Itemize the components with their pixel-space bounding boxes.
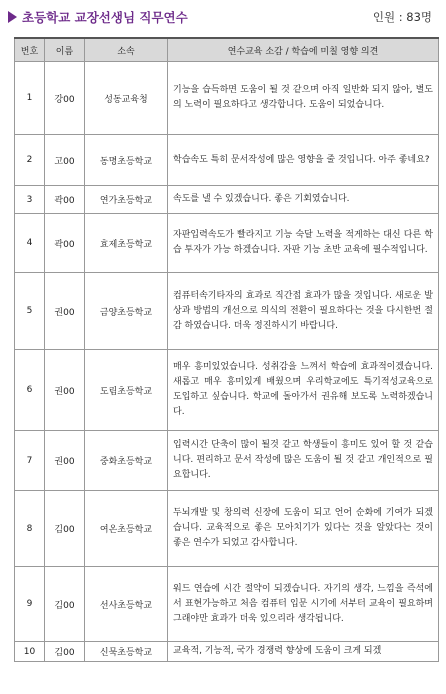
table-row <box>15 642 439 662</box>
table-row <box>15 350 439 431</box>
row-opinion: 입력시간 단축이 많이 될것 같고 학생들이 흥미도 있어 할 것 같습니다. 편리하고 문서 작성에 많은 도움이 될 것 같고 개인적으로 필요합니다. <box>168 431 439 491</box>
row-opinion: 기능을 습득하면 도움이 될 것 같으며 아직 일반화 되지 않아, 별도의 노력이 필요하다고 생각합니다. 도움이 되었습니다. <box>168 62 439 135</box>
row-school: 성동교육청 <box>85 62 168 135</box>
table-header-row <box>15 38 439 62</box>
row-name: 권00 <box>45 431 85 491</box>
row-number: 1 <box>15 62 45 135</box>
feedback-table <box>14 37 439 662</box>
page-title: 초등학교 교장선생님 직무연수 <box>22 10 188 25</box>
row-name: 곽00 <box>45 214 85 273</box>
row-school: 효제초등학교 <box>85 214 168 273</box>
row-opinion: 매우 흥미있었습니다. 성취감을 느껴서 학습에 효과적이겠습니다. 새롭고 매우 흥미있게 배웠으며 우리학교에도 특기적성교육으로 도입하고 싶습니다. 학교에 돌아가서 권유해 보도록 노력하겠습니다. <box>168 350 439 431</box>
row-number: 5 <box>15 273 45 350</box>
row-opinion: 교육적, 기능적, 국가 경쟁력 향상에 도움이 크게 되겠 <box>168 642 439 662</box>
column-header-number: 번호 <box>15 38 45 62</box>
row-opinion: 학습속도 특히 문서작성에 많은 영향을 줄 것입니다. 아주 좋네요? <box>168 135 439 186</box>
row-school: 중화초등학교 <box>85 431 168 491</box>
row-number: 9 <box>15 567 45 642</box>
table-row <box>15 431 439 491</box>
row-name: 권00 <box>45 350 85 431</box>
attendee-count: 인원 : 83명 <box>372 10 432 24</box>
row-number: 10 <box>15 642 45 662</box>
row-name: 권00 <box>45 273 85 350</box>
row-opinion: 속도를 낼 수 있겠습니다. 좋은 기회였습니다. <box>168 186 439 214</box>
row-number: 2 <box>15 135 45 186</box>
table-row <box>15 135 439 186</box>
row-opinion: 두뇌개발 및 창의력 신장에 도움이 되고 언어 순화에 기여가 되겠습니다. 교육적으로 좋은 모아치기가 있다는 것을 알았다는 것이 좋은 연수가 되었고 감사합니다. <box>168 491 439 567</box>
row-number: 3 <box>15 186 45 214</box>
column-header-name: 이름 <box>45 38 85 62</box>
row-opinion: 워드 연습에 시간 절약이 되겠습니다. 자기의 생각, 느낌을 즉석에서 표현가능하고 처음 컴퓨터 입문 시기에 서부터 교육이 필요하며 그래야만 효과가 더욱 있으리라 생각됩니다. <box>168 567 439 642</box>
table-row <box>15 186 439 214</box>
row-number: 8 <box>15 491 45 567</box>
row-opinion: 자판입력속도가 빨라지고 기능 숙달 노력을 적게하는 대신 다른 학습 투자가 가능 하겠습니다. 자판 기능 초반 교육에 필수적입니다. <box>168 214 439 273</box>
row-opinion: 컴퓨터속기타자의 효과로 직간접 효과가 많을 것입니다. 새로운 발상과 방법의 개선으로 의식의 전환이 필요하다는 것을 다시한번 절감 하였습니다. 더욱 정진하시기 바랍니다. <box>168 273 439 350</box>
row-name: 고00 <box>45 135 85 186</box>
row-name: 곽00 <box>45 186 85 214</box>
table-row <box>15 214 439 273</box>
row-number: 4 <box>15 214 45 273</box>
table-row <box>15 491 439 567</box>
row-school: 동명초등학교 <box>85 135 168 186</box>
page-header <box>8 8 438 28</box>
row-school: 금양초등학교 <box>85 273 168 350</box>
row-name: 김00 <box>45 567 85 642</box>
row-school: 도림초등학교 <box>85 350 168 431</box>
column-header-opinion: 연수교육 소감 / 학습에 미칠 영향 의견 <box>168 38 439 62</box>
triangle-bullet-icon <box>8 11 17 23</box>
row-number: 7 <box>15 431 45 491</box>
row-school: 선사초등학교 <box>85 567 168 642</box>
column-header-school: 소속 <box>85 38 168 62</box>
row-school: 연가초등학교 <box>85 186 168 214</box>
row-number: 6 <box>15 350 45 431</box>
table-row <box>15 62 439 135</box>
row-name: 김00 <box>45 491 85 567</box>
row-school: 여온초등학교 <box>85 491 168 567</box>
table-row <box>15 273 439 350</box>
row-name: 강00 <box>45 62 85 135</box>
row-name: 김00 <box>45 642 85 662</box>
row-school: 신묵초등학교 <box>85 642 168 662</box>
table-row <box>15 567 439 642</box>
